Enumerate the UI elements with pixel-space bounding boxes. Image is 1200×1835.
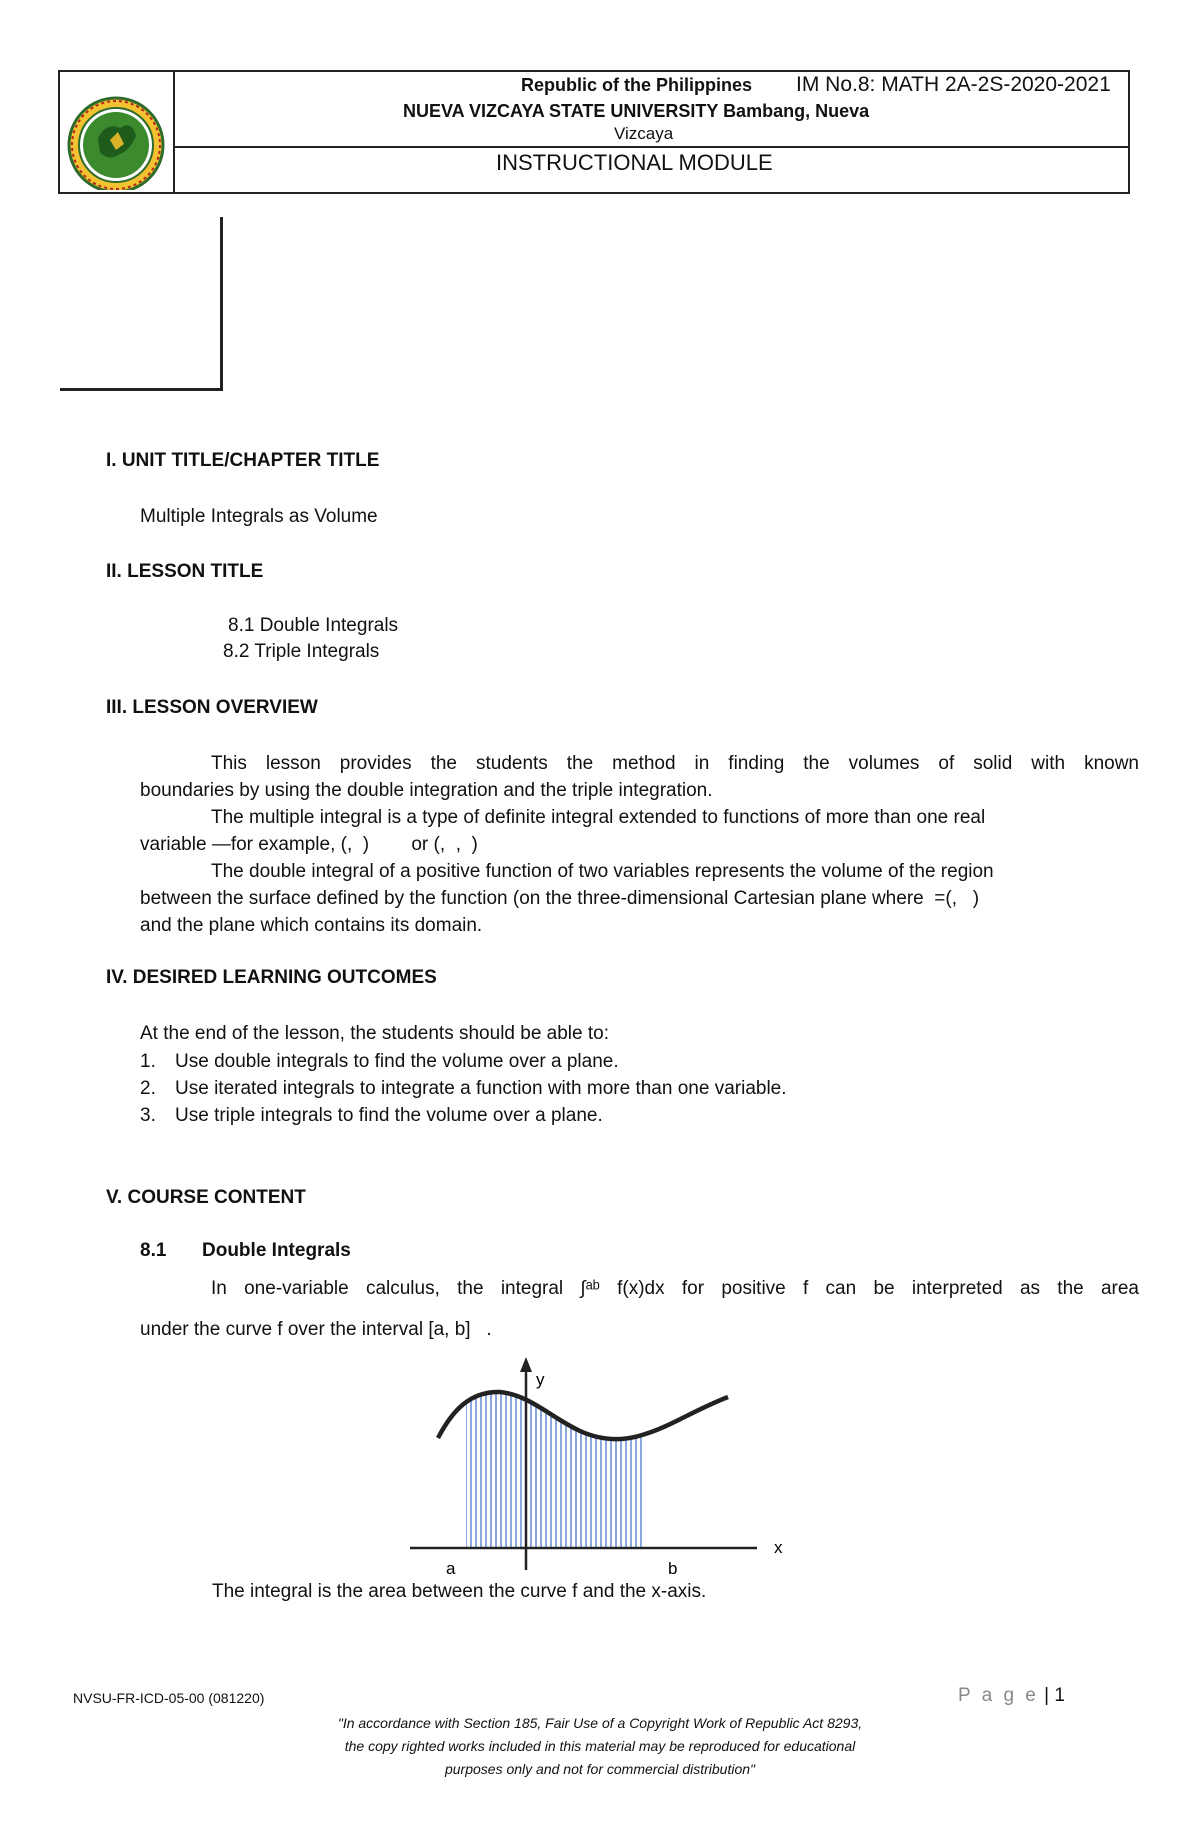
nvsu-seal-logo xyxy=(58,70,171,190)
overview-p3-line1: The double integral of a positive function of two variables represents the volume of the region xyxy=(211,861,994,882)
area-under-curve-figure xyxy=(400,1355,800,1585)
header-university-line2: Vizcaya xyxy=(614,124,674,143)
b-bound-label: b xyxy=(668,1559,678,1578)
list-item-number: 3. xyxy=(140,1105,156,1126)
figure-caption: The integral is the area between the curve f and the x-axis. xyxy=(212,1581,707,1602)
subsection-number: 8.1 xyxy=(140,1240,167,1261)
fair-use-line: the copy righted works included in this material may be reproduced for educational xyxy=(344,1738,856,1754)
lesson-item: 8.2 Triple Integrals xyxy=(223,641,380,662)
lesson-item: 8.1 Double Integrals xyxy=(228,615,399,636)
fair-use-line: purposes only and not for commercial distribution" xyxy=(444,1761,755,1777)
header-republic: Republic of the Philippines xyxy=(521,75,753,95)
unit-title-text: Multiple Integrals as Volume xyxy=(140,506,378,527)
list-item-text: Use double integrals to find the volume over a plane. xyxy=(175,1051,619,1072)
fair-use-notice xyxy=(0,1712,1200,1781)
fair-use-line: "In accordance with Section 185, Fair Use of a Copyright Work of Republic Act 8293, xyxy=(337,1715,863,1731)
header-module-title: INSTRUCTIONAL MODULE xyxy=(496,150,773,175)
lesson-overview-body xyxy=(140,750,1139,939)
document-code: NVSU-FR-ICD-05-00 (081220) xyxy=(73,1690,265,1706)
list-item xyxy=(140,1102,787,1129)
course-content-heading: V. COURSE CONTENT xyxy=(106,1187,306,1208)
logo-cell xyxy=(58,70,175,194)
a-bound-label: a xyxy=(446,1559,456,1578)
corner-line-horizontal xyxy=(60,388,223,391)
page-indicator xyxy=(958,1685,1065,1707)
unit-title-heading: I. UNIT TITLE/CHAPTER TITLE xyxy=(106,450,380,471)
overview-p2-line1: The multiple integral is a type of definite integral extended to functions of more than one real xyxy=(211,807,986,828)
lesson-title-heading: II. LESSON TITLE xyxy=(106,561,264,582)
overview-p2-line2: variable —for example, (, ) or (, , ) xyxy=(140,834,478,855)
learning-outcomes-heading: IV. DESIRED LEARNING OUTCOMES xyxy=(106,967,437,988)
learning-outcomes-intro: At the end of the lesson, the students should be able to: xyxy=(140,1023,609,1044)
shaded-area xyxy=(466,1375,641,1548)
list-item xyxy=(140,1048,787,1075)
overview-p3-line3: and the plane which contains its domain. xyxy=(140,915,483,936)
area-under-curve-svg xyxy=(400,1355,800,1580)
lesson-overview-heading: III. LESSON OVERVIEW xyxy=(106,697,318,718)
subsection-title: Double Integrals xyxy=(202,1240,351,1261)
list-item-text: Use triple integrals to find the volume over a plane. xyxy=(175,1105,603,1126)
page-number: 1 xyxy=(1054,1685,1065,1706)
overview-p1-line1: This lesson provides the students the method in finding the volumes of solid with known xyxy=(211,753,1139,774)
overview-p1-line2: boundaries by using the double integration and the triple integration. xyxy=(140,780,713,801)
header-university: NUEVA VIZCAYA STATE UNIVERSITY Bambang, Nueva xyxy=(403,101,870,121)
list-item-number: 2. xyxy=(140,1078,156,1099)
y-axis-label: y xyxy=(536,1370,545,1389)
learning-outcomes-list xyxy=(140,1048,787,1129)
header-im-number: IM No.8: MATH 2A-2S-2020-2021 xyxy=(796,73,1111,96)
corner-line-vertical xyxy=(220,217,223,391)
list-item-number: 1. xyxy=(140,1051,156,1072)
double-integral-intro-line2: under the curve f over the interval [a, b] . xyxy=(140,1319,492,1340)
double-integral-intro-line1: In one-variable calculus, the integral ∫ᵃᵇ f(x)dx for positive f can be interpreted as the area xyxy=(211,1278,1139,1299)
page-label: P a g e xyxy=(958,1685,1039,1706)
overview-p3-line2: between the surface defined by the function (on the three-dimensional Cartesian plane where =(, ) xyxy=(140,888,980,909)
header-divider xyxy=(175,146,1130,148)
y-axis-arrow-icon xyxy=(520,1357,532,1372)
x-axis-label: x xyxy=(774,1538,783,1557)
list-item-text: Use iterated integrals to integrate a function with more than one variable. xyxy=(175,1078,787,1099)
page-separator: | xyxy=(1044,1685,1050,1706)
list-item xyxy=(140,1075,787,1102)
